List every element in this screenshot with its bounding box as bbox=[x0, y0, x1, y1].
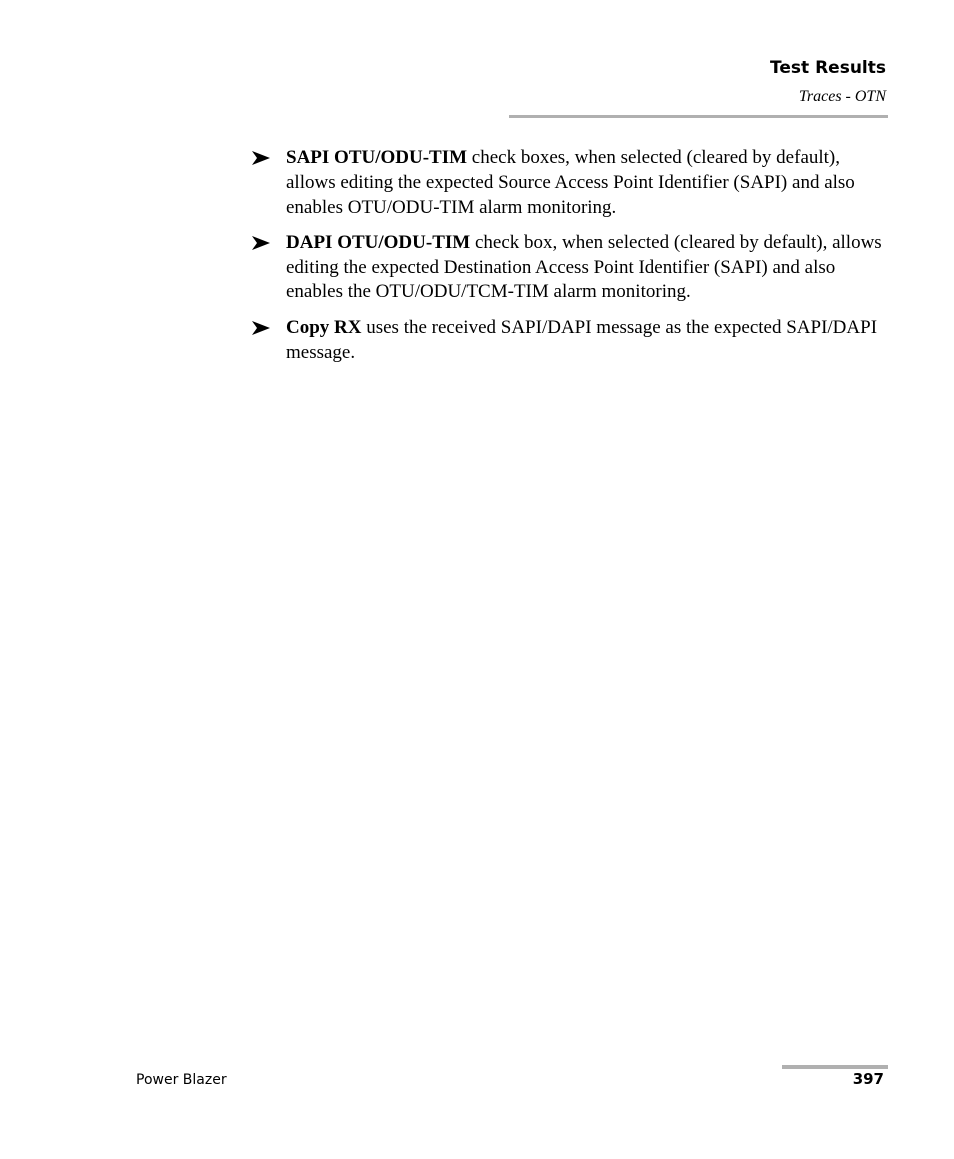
page-header-title: Test Results bbox=[770, 58, 886, 78]
bullet-text: check boxes, when selected (cleared by default), allows editing the expected Source Access Point Identifier (SAPI) and also enables OTU/ODU-TIM alarm monitoring. bbox=[286, 147, 855, 218]
bullet-list bbox=[248, 146, 888, 376]
footer-divider bbox=[782, 1065, 888, 1069]
page-header-subtitle: Traces - OTN bbox=[798, 88, 886, 105]
arrowhead-bullet-icon bbox=[251, 149, 271, 167]
header-divider bbox=[509, 115, 888, 118]
bullet-item-sapi bbox=[248, 146, 888, 220]
footer-product-name: Power Blazer bbox=[136, 1072, 227, 1088]
arrowhead-bullet-icon bbox=[251, 319, 271, 337]
bullet-text: check box, when selected (cleared by default), allows editing the expected Destination Access Point Identifier (SAPI) and also enables the OTU/ODU/TCM-TIM alarm monitoring. bbox=[286, 231, 882, 303]
bullet-text: uses the received SAPI/DAPI message as the expected SAPI/DAPI message. bbox=[286, 316, 878, 363]
bullet-item-copy-rx bbox=[248, 316, 888, 366]
bullet-term: Copy RX bbox=[286, 316, 362, 338]
bullet-term: DAPI OTU/ODU-TIM bbox=[286, 231, 471, 253]
bullet-term: SAPI OTU/ODU-TIM bbox=[286, 147, 468, 168]
arrowhead-bullet-icon bbox=[251, 234, 271, 252]
page-number: 397 bbox=[852, 1070, 884, 1088]
bullet-item-dapi bbox=[248, 231, 888, 305]
